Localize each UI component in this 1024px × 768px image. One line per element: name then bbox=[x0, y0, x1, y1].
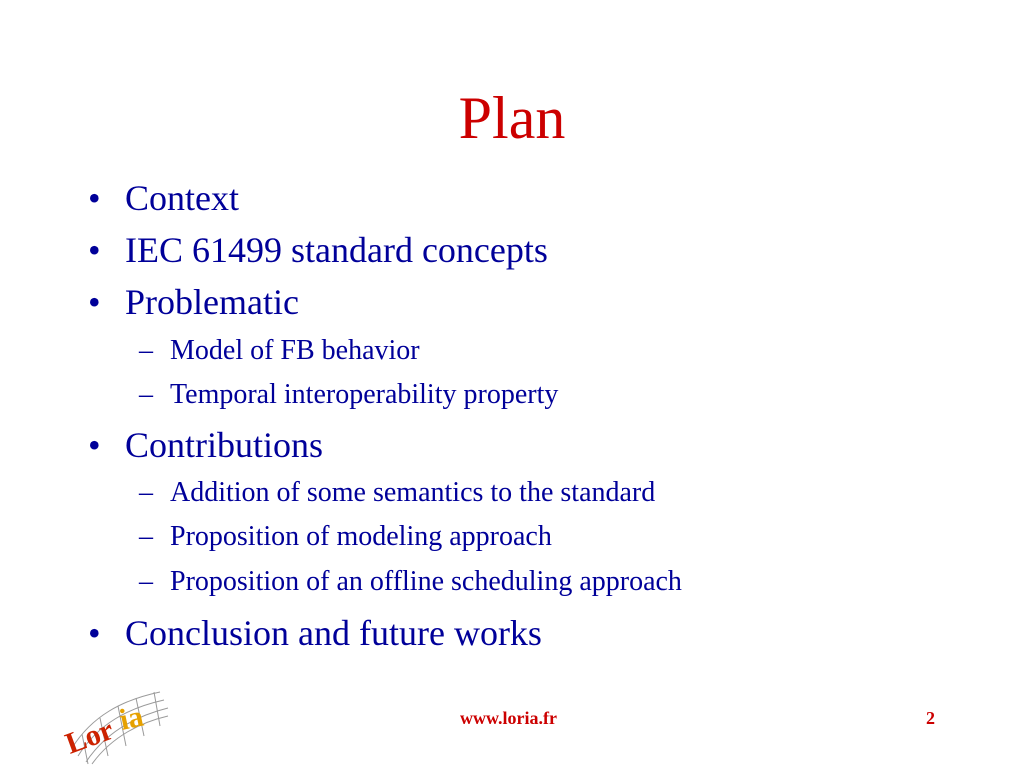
bullet-text: Contributions bbox=[125, 425, 324, 465]
slide-title: Plan bbox=[458, 85, 566, 151]
sub-bullet-marker: – bbox=[139, 335, 153, 366]
sub-bullet-marker: – bbox=[139, 521, 153, 552]
page-number: 2 bbox=[926, 708, 935, 728]
bullet-text: IEC 61499 standard concepts bbox=[125, 230, 548, 270]
logo-text-right: ia bbox=[116, 699, 147, 737]
bullet-text: Conclusion and future works bbox=[125, 613, 542, 653]
logo-text-left: Lor bbox=[61, 713, 118, 761]
sub-bullet-text: Proposition of an offline scheduling approach bbox=[170, 566, 682, 597]
loria-logo-icon bbox=[52, 686, 170, 766]
sub-bullet-marker: – bbox=[139, 379, 153, 410]
sub-bullet-text: Proposition of modeling approach bbox=[170, 521, 552, 552]
bullet-marker: • bbox=[88, 230, 101, 270]
sub-bullet-marker: – bbox=[139, 477, 153, 508]
bullet-marker: • bbox=[88, 178, 101, 218]
bullet-text: Context bbox=[125, 178, 239, 218]
bullet-marker: • bbox=[88, 613, 101, 653]
sub-bullet-marker: – bbox=[139, 566, 153, 597]
footer-link[interactable]: www.loria.fr bbox=[460, 708, 557, 728]
bullet-marker: • bbox=[88, 425, 101, 465]
bullet-marker: • bbox=[88, 282, 101, 322]
sub-bullet-text: Addition of some semantics to the standard bbox=[170, 477, 656, 508]
sub-bullet-text: Model of FB behavior bbox=[170, 335, 420, 366]
sub-bullet-text: Temporal interoperability property bbox=[170, 379, 559, 410]
bullet-text: Problematic bbox=[125, 282, 299, 322]
